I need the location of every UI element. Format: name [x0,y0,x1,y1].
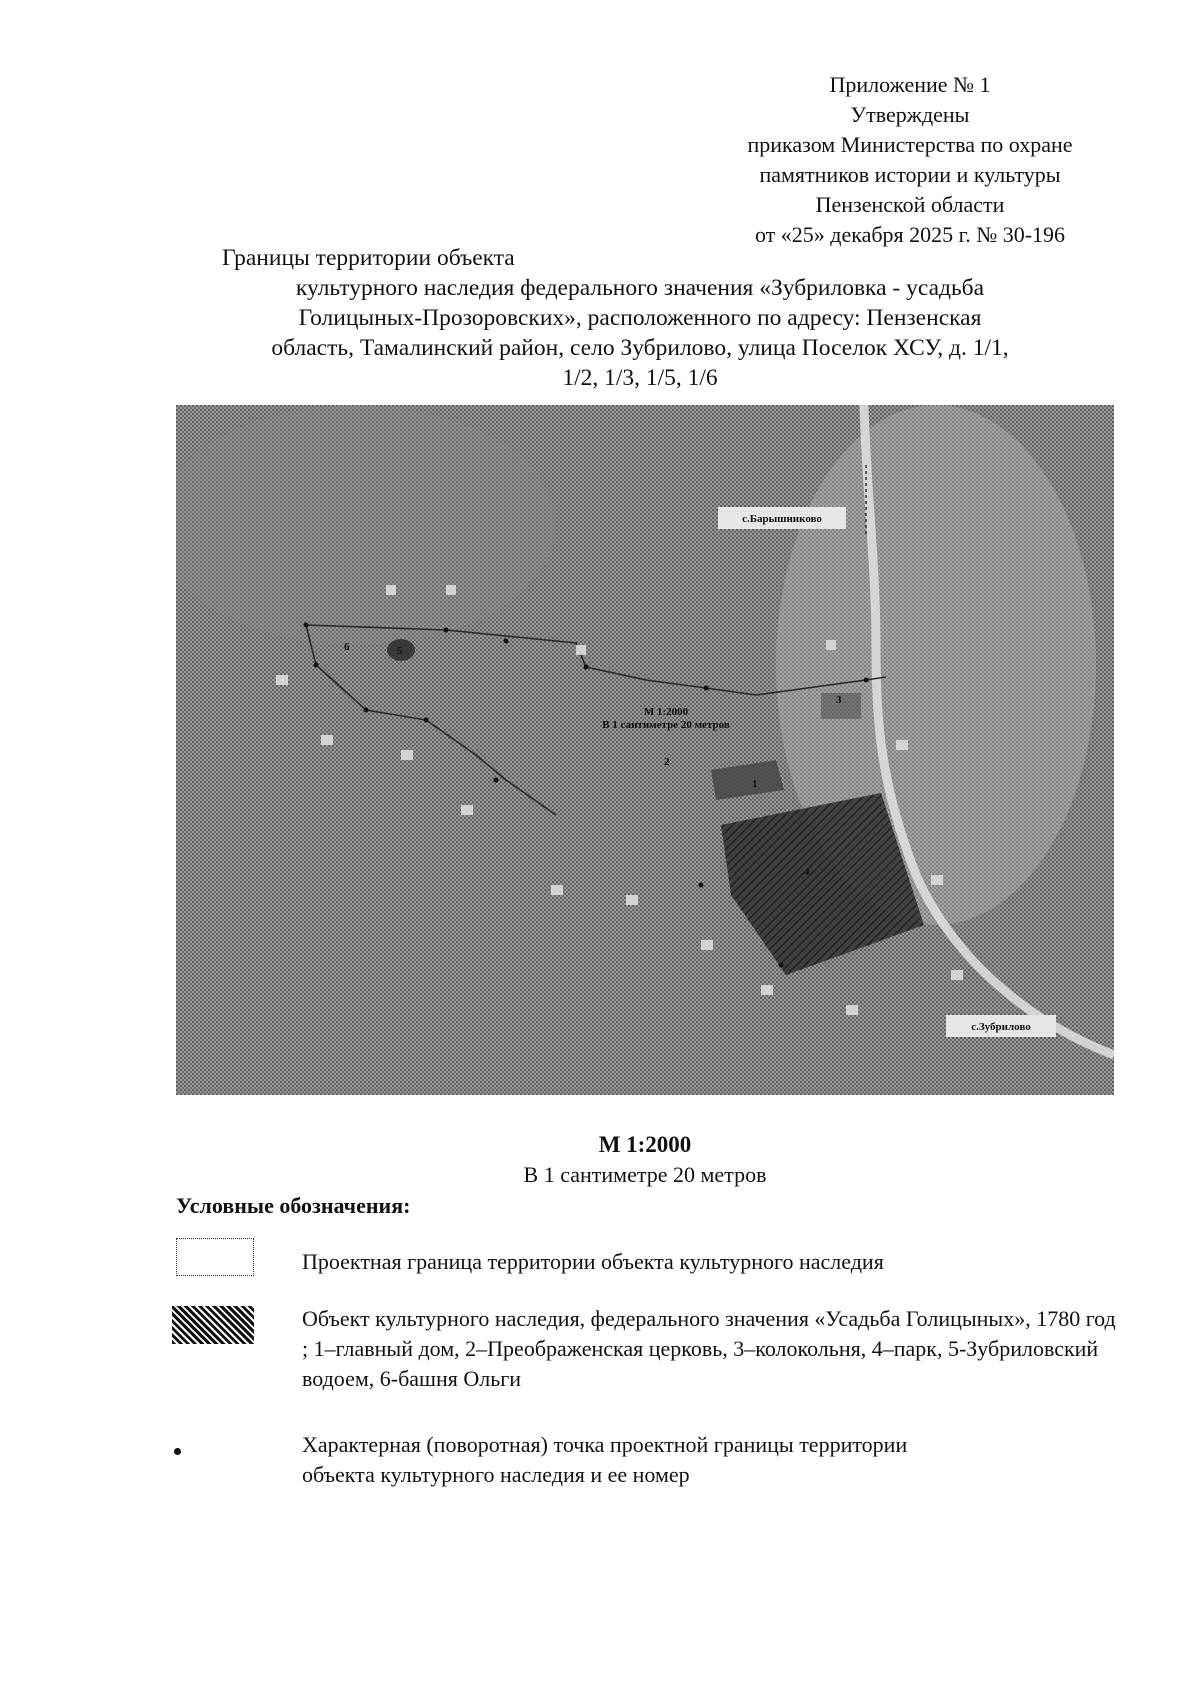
hatched-legend-symbol [172,1306,254,1344]
object-number: 1 [752,778,758,790]
object-number: 2 [664,756,670,768]
appendix-line: Приложение № 1 [829,72,991,97]
appendix-line: Пензенской области [815,192,1005,217]
object-number: 4 [804,866,810,878]
scale-block [176,1130,1114,1190]
village-label-south: с.Зубрилово [971,1021,1031,1033]
boundary-legend-symbol [176,1238,254,1276]
object-number: 3 [836,694,842,706]
appendix-line: памятников истории и культуры [759,162,1061,187]
village-label-north: с.Барышниково [742,513,822,525]
map-scale-label: М 1:2000 [643,706,689,718]
point-legend-symbol [174,1448,181,1455]
legend-item-heritage-object: Объект культурного наследия, федерального значения «Усадьба Голицыных», 1780 год ; 1–главный дом, 2–Преображенская церковь, 3–колокольня, 4–парк, 5-Зубриловский водоем, 6-башня Ольги [302,1306,1116,1391]
object-number: 6 [344,641,350,653]
map-scale-sublabel: В 1 сантиметре 20 метров [602,719,730,731]
title-line: область, Тамалинский район, село Зубрилово, улица Поселок ХСУ, д. 1/1, [271,335,1009,361]
scale-subtitle: В 1 сантиметре 20 метров [523,1162,767,1187]
title-line: 1/2, 1/3, 1/5, 1/6 [562,365,718,391]
appendix-line: приказом Министерства по охране [747,132,1073,157]
document-title [150,243,1130,393]
title-line: культурного наследия федерального значения «Зубриловка - усадьба [295,275,985,301]
legend-heading: Условные обозначения: [176,1193,411,1218]
object-number: 5 [397,645,403,657]
scale-title: М 1:2000 [598,1132,692,1157]
appendix-line: от «25» декабря 2025 г. № 30-196 [754,222,1066,247]
title-line: Голицыных-Прозоровских», расположенного по адресу: Пензенская [298,305,982,331]
title-line: Границы территории объекта [222,245,515,271]
appendix-line: Утверждены [850,102,970,127]
legend-item-boundary: Проектная граница территории объекта культурного наследия [302,1249,884,1274]
satellite-map [176,405,1114,1095]
legend-item-turning-point: Характерная (поворотная) точка проектной границы территории объекта культурного наследия и ее номер [302,1432,908,1487]
appendix-block [700,70,1120,250]
